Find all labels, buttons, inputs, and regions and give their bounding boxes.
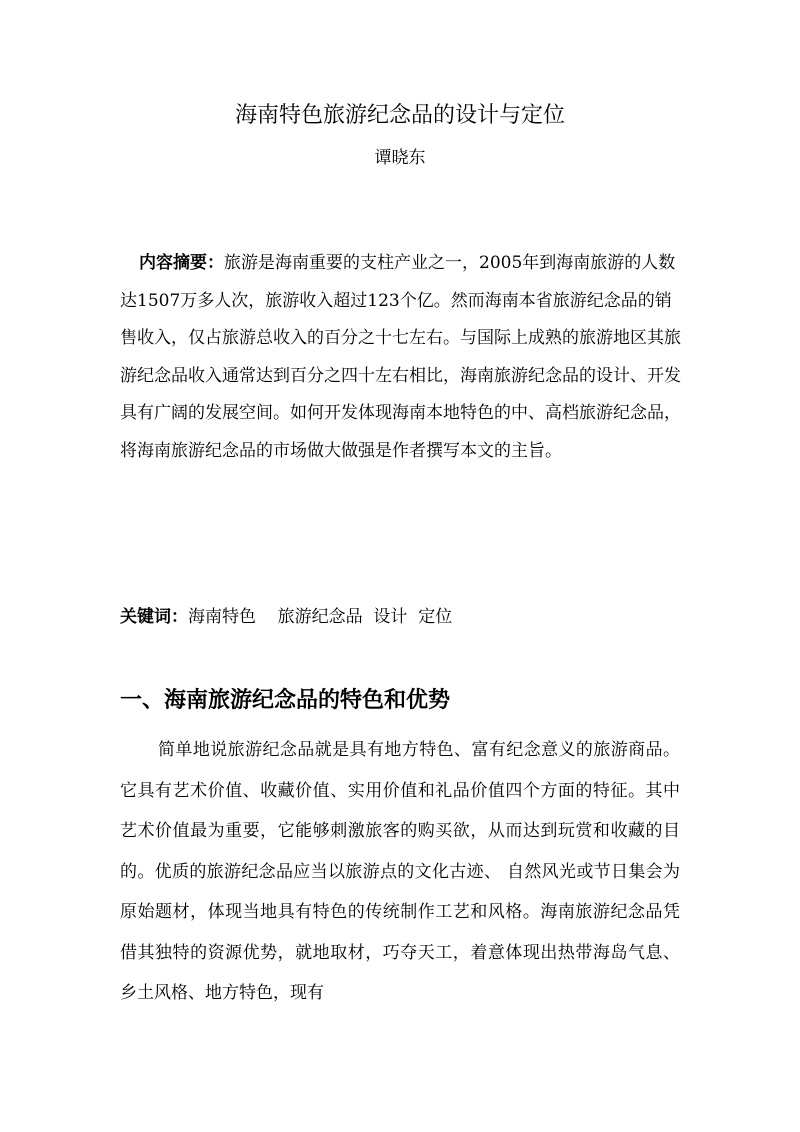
abstract-text: 旅游是海南重要的支柱产业之一，2005年到海南旅游的人数达1507万多人次，旅游收入超过123个亿。然而海南本省旅游纪念品的销售收入，仅占旅游总收入的百分之十七左右。与国际上成熟的旅游地区其旅游纪念品收入通常达到百分之四十左右相比，海南旅游纪念品的设计、开发具有广阔的发展空间。如何开发体现海南本地特色的中、高档旅游纪念品，将海南旅游纪念品的市场做大做强是作者撰写本文的主旨。 bbox=[120, 253, 681, 461]
section-paragraph: 简单地说旅游纪念品就是具有地方特色、富有纪念意义的旅游商品。它具有艺术价值、收藏价值、实用价值和礼品价值四个方面的特征。其中艺术价值最为重要，它能够刺激旅客的购买欲，从而达到玩赏和收藏的目的。优质的旅游纪念品应当以旅游点的文化古迹、 自然风光或节日集会为原始题材，体现当地具有特色的传统制作工艺和风格。海南旅游纪念品凭借其独特的资源优势，就地取材，巧夺天工，着意体现出热带海岛气息、乡土风格、地方特色，现有 bbox=[120, 740, 680, 1003]
keywords-line bbox=[120, 601, 720, 633]
keywords-label: 关键词： bbox=[120, 607, 188, 627]
keywords-text: 海南特色 旅游纪念品 设计 定位 bbox=[188, 607, 453, 627]
abstract-label: 内容摘要： bbox=[139, 253, 224, 273]
document-title: 海南特色旅游纪念品的设计与定位 bbox=[234, 103, 565, 128]
document-author: 谭晓东 bbox=[374, 148, 426, 168]
section-heading: 一、海南旅游纪念品的特色和优势 bbox=[120, 687, 451, 713]
abstract-paragraph bbox=[120, 245, 682, 470]
